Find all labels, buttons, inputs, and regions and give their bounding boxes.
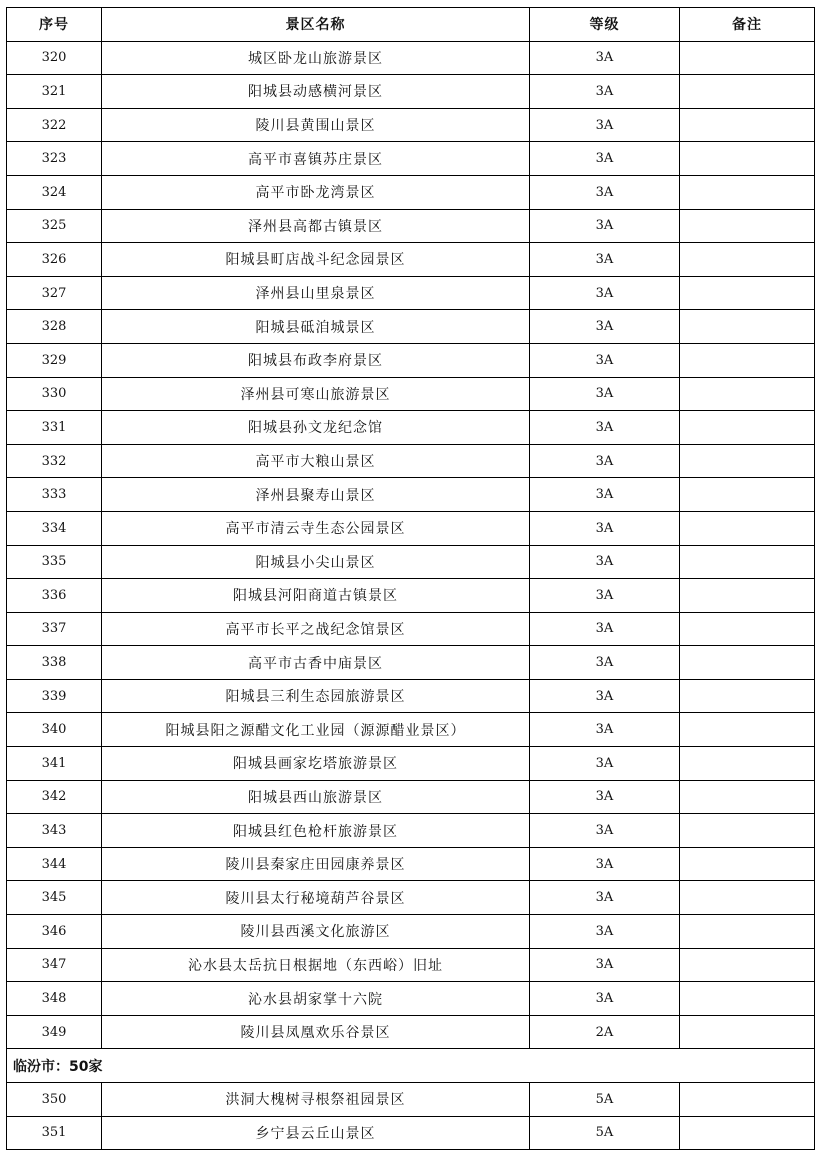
cell-name: 泽州县高都古镇景区 bbox=[102, 209, 530, 243]
cell-no: 343 bbox=[7, 814, 102, 848]
cell-level: 3A bbox=[530, 814, 680, 848]
table-row bbox=[7, 646, 815, 680]
cell-no: 349 bbox=[7, 1015, 102, 1049]
cell-name: 城区卧龙山旅游景区 bbox=[102, 41, 530, 75]
cell-name: 阳城县动感横河景区 bbox=[102, 75, 530, 109]
cell-level: 3A bbox=[530, 948, 680, 982]
cell-note bbox=[680, 108, 815, 142]
cell-note bbox=[680, 444, 815, 478]
table-row bbox=[7, 579, 815, 613]
cell-note bbox=[680, 142, 815, 176]
cell-level: 3A bbox=[530, 847, 680, 881]
table-body-jincheng bbox=[7, 41, 815, 1049]
cell-name: 乡宁县云丘山景区 bbox=[102, 1116, 530, 1150]
cell-no: 332 bbox=[7, 444, 102, 478]
cell-note bbox=[680, 243, 815, 277]
cell-note bbox=[680, 579, 815, 613]
cell-note bbox=[680, 747, 815, 781]
cell-note bbox=[680, 780, 815, 814]
cell-level: 3A bbox=[530, 982, 680, 1016]
cell-level: 3A bbox=[530, 142, 680, 176]
cell-no: 341 bbox=[7, 747, 102, 781]
cell-level: 3A bbox=[530, 915, 680, 949]
cell-note bbox=[680, 814, 815, 848]
cell-level: 3A bbox=[530, 545, 680, 579]
cell-name: 陵川县黄围山景区 bbox=[102, 108, 530, 142]
section-row bbox=[7, 1049, 815, 1083]
cell-level: 3A bbox=[530, 780, 680, 814]
cell-name: 陵川县秦家庄田园康养景区 bbox=[102, 847, 530, 881]
cell-no: 323 bbox=[7, 142, 102, 176]
cell-name: 高平市古香中庙景区 bbox=[102, 646, 530, 680]
cell-no: 338 bbox=[7, 646, 102, 680]
cell-no: 345 bbox=[7, 881, 102, 915]
table-row bbox=[7, 276, 815, 310]
table-row bbox=[7, 243, 815, 277]
cell-name: 陵川县凤凰欢乐谷景区 bbox=[102, 1015, 530, 1049]
table-row bbox=[7, 411, 815, 445]
cell-level: 3A bbox=[530, 243, 680, 277]
cell-note bbox=[680, 276, 815, 310]
cell-level: 3A bbox=[530, 276, 680, 310]
cell-note bbox=[680, 982, 815, 1016]
cell-name: 高平市卧龙湾景区 bbox=[102, 175, 530, 209]
table-row bbox=[7, 175, 815, 209]
cell-name: 阳城县布政李府景区 bbox=[102, 343, 530, 377]
table-row bbox=[7, 75, 815, 109]
cell-name: 泽州县聚寿山景区 bbox=[102, 478, 530, 512]
cell-name: 阳城县小尖山景区 bbox=[102, 545, 530, 579]
cell-level: 2A bbox=[530, 1015, 680, 1049]
table-row bbox=[7, 713, 815, 747]
cell-no: 347 bbox=[7, 948, 102, 982]
table-row bbox=[7, 982, 815, 1016]
cell-level: 3A bbox=[530, 478, 680, 512]
cell-name: 泽州县山里泉景区 bbox=[102, 276, 530, 310]
cell-no: 333 bbox=[7, 478, 102, 512]
table-row bbox=[7, 545, 815, 579]
cell-no: 320 bbox=[7, 41, 102, 75]
cell-name: 阳城县砥洎城景区 bbox=[102, 310, 530, 344]
cell-level: 3A bbox=[530, 679, 680, 713]
header-level: 等级 bbox=[530, 8, 680, 42]
cell-name: 阳城县町店战斗纪念园景区 bbox=[102, 243, 530, 277]
header-no: 序号 bbox=[7, 8, 102, 42]
cell-no: 329 bbox=[7, 343, 102, 377]
header-note: 备注 bbox=[680, 8, 815, 42]
cell-level: 3A bbox=[530, 579, 680, 613]
cell-name: 阳城县河阳商道古镇景区 bbox=[102, 579, 530, 613]
table-row bbox=[7, 814, 815, 848]
cell-note bbox=[680, 511, 815, 545]
cell-note bbox=[680, 1015, 815, 1049]
cell-name: 洪洞大槐树寻根祭祖园景区 bbox=[102, 1083, 530, 1117]
cell-name: 阳城县孙文龙纪念馆 bbox=[102, 411, 530, 445]
table-body-linfen bbox=[7, 1083, 815, 1150]
cell-note bbox=[680, 75, 815, 109]
cell-note bbox=[680, 847, 815, 881]
table-row bbox=[7, 948, 815, 982]
cell-no: 340 bbox=[7, 713, 102, 747]
cell-note bbox=[680, 915, 815, 949]
cell-level: 5A bbox=[530, 1116, 680, 1150]
cell-note bbox=[680, 209, 815, 243]
cell-note bbox=[680, 411, 815, 445]
cell-no: 321 bbox=[7, 75, 102, 109]
table-row bbox=[7, 1116, 815, 1150]
cell-note bbox=[680, 377, 815, 411]
table-row bbox=[7, 310, 815, 344]
cell-level: 3A bbox=[530, 377, 680, 411]
table-section bbox=[7, 1049, 815, 1083]
cell-note bbox=[680, 310, 815, 344]
cell-no: 334 bbox=[7, 511, 102, 545]
cell-name: 高平市喜镇苏庄景区 bbox=[102, 142, 530, 176]
cell-note bbox=[680, 545, 815, 579]
cell-level: 3A bbox=[530, 511, 680, 545]
cell-no: 330 bbox=[7, 377, 102, 411]
table-row bbox=[7, 915, 815, 949]
table-row bbox=[7, 444, 815, 478]
cell-no: 328 bbox=[7, 310, 102, 344]
cell-name: 陵川县西溪文化旅游区 bbox=[102, 915, 530, 949]
cell-name: 高平市清云寺生态公园景区 bbox=[102, 511, 530, 545]
cell-name: 泽州县可寒山旅游景区 bbox=[102, 377, 530, 411]
table-row bbox=[7, 478, 815, 512]
table-header-row bbox=[7, 8, 815, 42]
table-row bbox=[7, 1015, 815, 1049]
cell-level: 3A bbox=[530, 209, 680, 243]
scenic-area-table bbox=[6, 7, 815, 1150]
table-row bbox=[7, 209, 815, 243]
cell-note bbox=[680, 41, 815, 75]
cell-no: 336 bbox=[7, 579, 102, 613]
cell-level: 3A bbox=[530, 612, 680, 646]
cell-name: 阳城县红色枪杆旅游景区 bbox=[102, 814, 530, 848]
table-row bbox=[7, 847, 815, 881]
cell-no: 348 bbox=[7, 982, 102, 1016]
table-row bbox=[7, 41, 815, 75]
cell-name: 阳城县三利生态园旅游景区 bbox=[102, 679, 530, 713]
table-row bbox=[7, 747, 815, 781]
cell-no: 326 bbox=[7, 243, 102, 277]
cell-no: 342 bbox=[7, 780, 102, 814]
cell-level: 3A bbox=[530, 75, 680, 109]
cell-no: 351 bbox=[7, 1116, 102, 1150]
cell-no: 335 bbox=[7, 545, 102, 579]
table-row bbox=[7, 108, 815, 142]
table-row bbox=[7, 142, 815, 176]
cell-level: 5A bbox=[530, 1083, 680, 1117]
cell-no: 339 bbox=[7, 679, 102, 713]
cell-name: 阳城县西山旅游景区 bbox=[102, 780, 530, 814]
header-name: 景区名称 bbox=[102, 8, 530, 42]
cell-no: 337 bbox=[7, 612, 102, 646]
table-row bbox=[7, 780, 815, 814]
table-row bbox=[7, 612, 815, 646]
cell-level: 3A bbox=[530, 411, 680, 445]
cell-level: 3A bbox=[530, 108, 680, 142]
cell-note bbox=[680, 1083, 815, 1117]
cell-note bbox=[680, 948, 815, 982]
cell-level: 3A bbox=[530, 747, 680, 781]
cell-level: 3A bbox=[530, 310, 680, 344]
cell-note bbox=[680, 713, 815, 747]
cell-note bbox=[680, 612, 815, 646]
cell-level: 3A bbox=[530, 713, 680, 747]
cell-note bbox=[680, 881, 815, 915]
cell-no: 322 bbox=[7, 108, 102, 142]
cell-name: 阳城县阳之源醋文化工业园（源源醋业景区） bbox=[102, 713, 530, 747]
table-row bbox=[7, 881, 815, 915]
cell-note bbox=[680, 646, 815, 680]
cell-no: 325 bbox=[7, 209, 102, 243]
cell-note bbox=[680, 175, 815, 209]
table-row bbox=[7, 1083, 815, 1117]
cell-level: 3A bbox=[530, 444, 680, 478]
cell-no: 324 bbox=[7, 175, 102, 209]
table-row bbox=[7, 679, 815, 713]
cell-level: 3A bbox=[530, 41, 680, 75]
section-label: 临汾市：50家 bbox=[7, 1049, 815, 1083]
cell-level: 3A bbox=[530, 343, 680, 377]
cell-no: 346 bbox=[7, 915, 102, 949]
table-row bbox=[7, 377, 815, 411]
table-row bbox=[7, 343, 815, 377]
cell-name: 沁水县胡家掌十六院 bbox=[102, 982, 530, 1016]
cell-note bbox=[680, 478, 815, 512]
table-row bbox=[7, 511, 815, 545]
cell-name: 陵川县太行秘境葫芦谷景区 bbox=[102, 881, 530, 915]
cell-no: 350 bbox=[7, 1083, 102, 1117]
cell-note bbox=[680, 679, 815, 713]
cell-level: 3A bbox=[530, 175, 680, 209]
cell-level: 3A bbox=[530, 646, 680, 680]
cell-no: 331 bbox=[7, 411, 102, 445]
cell-note bbox=[680, 343, 815, 377]
cell-name: 沁水县太岳抗日根据地（东西峪）旧址 bbox=[102, 948, 530, 982]
cell-name: 阳城县画家圪塔旅游景区 bbox=[102, 747, 530, 781]
cell-no: 327 bbox=[7, 276, 102, 310]
cell-level: 3A bbox=[530, 881, 680, 915]
cell-name: 高平市长平之战纪念馆景区 bbox=[102, 612, 530, 646]
cell-no: 344 bbox=[7, 847, 102, 881]
cell-name: 高平市大粮山景区 bbox=[102, 444, 530, 478]
cell-note bbox=[680, 1116, 815, 1150]
